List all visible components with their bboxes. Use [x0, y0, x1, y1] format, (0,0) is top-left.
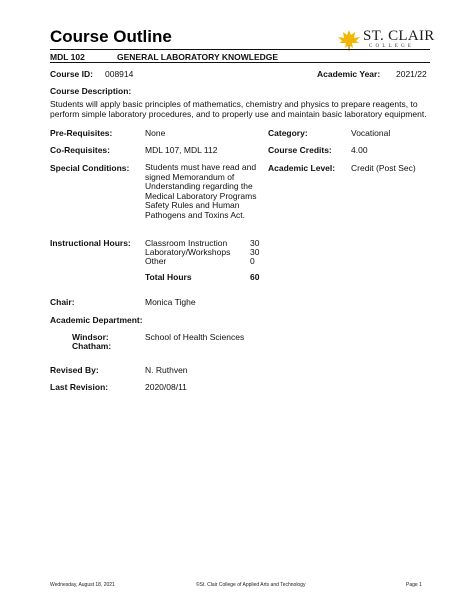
logo-wordmark: ST. CLAIR [363, 28, 435, 44]
footer-copyright: ©St. Clair College of Applied Arts and Technology [196, 582, 306, 588]
academic-department-value: School of Health Sciences [145, 332, 245, 342]
footer-date: Wednesday, August 18, 2021 [50, 582, 115, 588]
special-conditions-label: Special Conditions: [50, 163, 130, 173]
course-description-label: Course Description: [50, 86, 132, 96]
logo-subtitle: COLLEGE [369, 44, 415, 49]
hours-row-value: 0 [250, 256, 255, 266]
chair-label: Chair: [50, 297, 75, 307]
academic-level-value: Credit (Post Sec) [351, 163, 416, 173]
chair-value: Monica Tighe [145, 297, 196, 307]
hours-row-name: Laboratory/Workshops [145, 247, 231, 257]
last-revision-value: 2020/08/11 [145, 382, 187, 392]
total-hours-label: Total Hours [145, 272, 192, 282]
course-id-label: Course ID: [50, 69, 93, 79]
top-divider [50, 49, 430, 50]
campus-label-windsor: Windsor: [72, 332, 109, 342]
maple-leaf-icon [336, 29, 362, 51]
prerequisites-value: None [145, 128, 166, 138]
heading-divider [50, 62, 430, 63]
revised-by-label: Revised By: [50, 365, 99, 375]
course-description-text: Students will apply basic principles of mathematics, chemistry and physics to prepare reagents, to perform simple laboratory procedures, and to properly use and maintain basic laboratory equipment. [50, 99, 427, 119]
corequisites-label: Co-Requisites: [50, 145, 110, 155]
page-title: Course Outline [50, 27, 172, 46]
academic-year-label: Academic Year: [317, 69, 381, 79]
campus-label-chatham: Chatham: [72, 341, 112, 351]
academic-department-label: Academic Department: [50, 315, 143, 325]
course-id-value: 008914 [105, 69, 134, 79]
hours-row-value: 30 [250, 238, 260, 248]
instructional-hours-label: Instructional Hours: [50, 238, 131, 248]
prerequisites-label: Pre-Requisites: [50, 128, 113, 138]
special-conditions-value: Students must have read and signed Memorandum of Understanding regarding the Medical Laboratory Programs Safety Rules and Human Pathogens and Toxins Act. [145, 162, 257, 220]
academic-year-value: 2021/22 [396, 69, 427, 79]
revised-by-value: N. Ruthven [145, 365, 188, 375]
last-revision-label: Last Revision: [50, 382, 109, 392]
course-credits-value: 4.00 [351, 145, 368, 155]
hours-row-name: Classroom Instruction [145, 238, 228, 248]
total-hours-value: 60 [250, 272, 260, 282]
footer-page-number: Page 1 [406, 582, 422, 588]
hours-row-name: Other [145, 256, 167, 266]
course-code: MDL 102 [50, 52, 85, 62]
academic-level-label: Academic Level: [268, 163, 336, 173]
category-value: Vocational [351, 128, 391, 138]
category-label: Category: [268, 128, 308, 138]
course-credits-label: Course Credits: [268, 145, 332, 155]
course-name: GENERAL LABORATORY KNOWLEDGE [117, 52, 279, 62]
college-logo [336, 28, 435, 51]
corequisites-value: MDL 107, MDL 112 [145, 145, 218, 155]
hours-row-value: 30 [250, 247, 260, 257]
